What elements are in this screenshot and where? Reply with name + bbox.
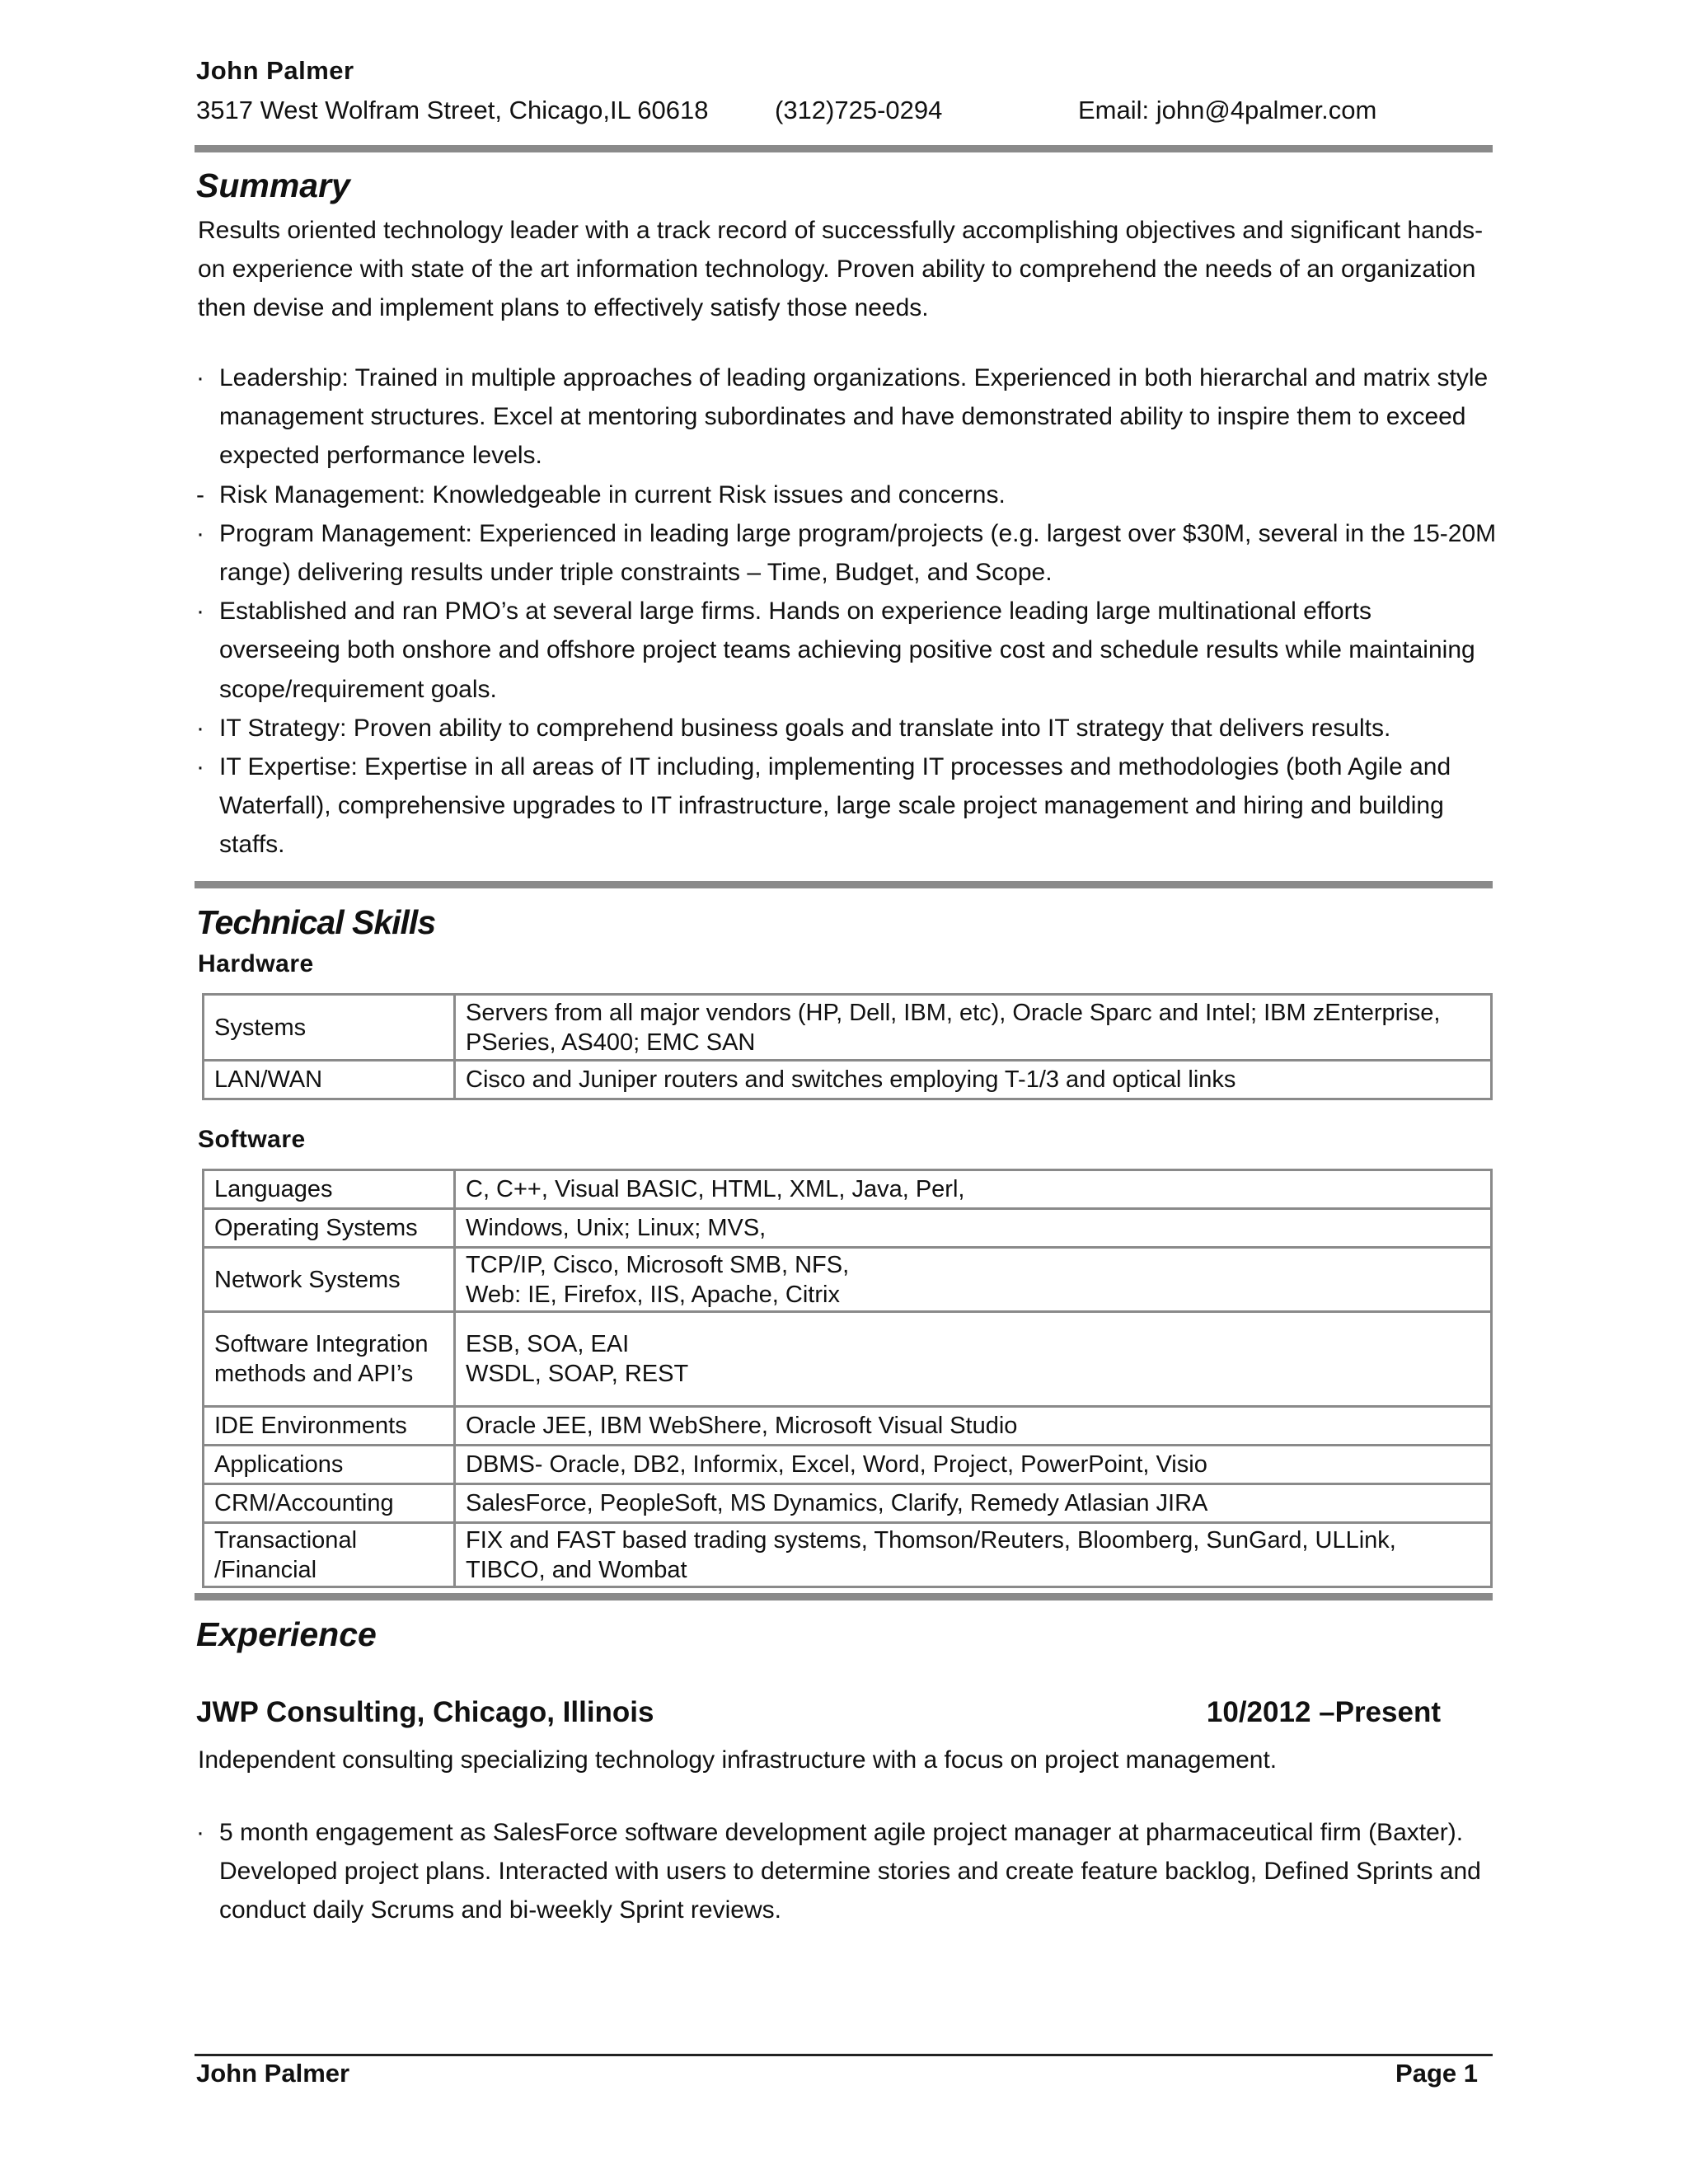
header-address: 3517 West Wolfram Street, Chicago,IL 60618 <box>196 96 709 124</box>
table-row <box>204 1407 1492 1446</box>
experience-title: Experience <box>196 1615 377 1653</box>
table-row <box>204 1248 1492 1312</box>
skill-value: DBMS- Oracle, DB2, Informix, Excel, Word, Project, PowerPoint, Visio <box>455 1446 1492 1484</box>
skill-category: Network Systems <box>204 1248 455 1312</box>
bullet-mark: · <box>196 598 204 626</box>
skill-category: CRM/Accounting <box>204 1484 455 1523</box>
table-row <box>204 1446 1492 1484</box>
table-row <box>204 1170 1492 1209</box>
skill-value: TCP/IP, Cisco, Microsoft SMB, NFS, Web: IE, Firefox, IIS, Apache, Citrix <box>455 1248 1492 1312</box>
technical-skills-title: Technical Skills <box>196 903 436 941</box>
skill-category: Software Integration methods and API’s <box>204 1312 455 1407</box>
summary-bullet <box>196 592 1498 709</box>
bullet-text: Risk Management: Knowledgeable in current Risk issues and concerns. <box>219 480 1006 509</box>
header-email: Email: john@4palmer.com <box>1078 96 1377 124</box>
bullet-text: 5 month engagement as SalesForce software development agile project manager at pharmaceutical firm (Baxter). Developed project plans. Interacted with users to determine stories and create feature backlog, Defined Sprints and conduct daily Scrums and bi-weekly Sprint reviews. <box>219 1819 1481 1924</box>
skill-value: C, C++, Visual BASIC, HTML, XML, Java, Perl, <box>455 1170 1492 1209</box>
skill-category: Transactional /Financial <box>204 1523 455 1587</box>
summary-bullet <box>196 359 1498 476</box>
bullet-mark: · <box>196 1819 204 1846</box>
software-table <box>202 1169 1493 1588</box>
job-bullet <box>196 1813 1498 1930</box>
skill-value: Windows, Unix; Linux; MVS, <box>455 1209 1492 1248</box>
footer-name: John Palmer <box>196 2059 350 2088</box>
skill-value: Servers from all major vendors (HP, Dell, IBM, etc), Oracle Sparc and Intel; IBM zEnterprise, PSeries, AS400; EMC SAN <box>455 995 1492 1061</box>
job-bullets <box>196 1813 1498 1930</box>
summary-bullet <box>196 709 1498 748</box>
job-description: Independent consulting specializing technology infrastructure with a focus on project management. <box>198 1746 1278 1774</box>
hardware-table <box>202 993 1493 1100</box>
summary-divider <box>195 881 1493 888</box>
header-phone: (312)725-0294 <box>775 96 943 124</box>
summary-bullet <box>196 514 1498 592</box>
summary-bullet <box>196 748 1498 865</box>
table-row <box>204 1312 1492 1407</box>
skill-category: Applications <box>204 1446 455 1484</box>
summary-bullets <box>196 359 1498 865</box>
software-heading: Software <box>198 1126 306 1153</box>
job-company: JWP Consulting, Chicago, Illinois <box>196 1696 654 1728</box>
skill-category: Languages <box>204 1170 455 1209</box>
table-row <box>204 1061 1492 1099</box>
skills-divider <box>195 1593 1493 1601</box>
skill-category: IDE Environments <box>204 1407 455 1446</box>
table-row <box>204 995 1492 1061</box>
skill-value: ESB, SOA, EAI WSDL, SOAP, REST <box>455 1312 1492 1407</box>
bullet-mark: · <box>196 519 204 547</box>
hardware-heading: Hardware <box>198 950 314 977</box>
bullet-text: Program Management: Experienced in leading large program/projects (e.g. largest over $30M, several in the 15-20M range) delivering results under triple constraints – Time, Budget, and Scope. <box>219 519 1497 587</box>
footer-divider <box>195 2054 1493 2056</box>
job-heading <box>196 1696 1441 1729</box>
skill-value: FIX and FAST based trading systems, Thomson/Reuters, Bloomberg, SunGard, ULLink, TIBCO, and Wombat <box>455 1523 1492 1587</box>
bullet-text: IT Expertise: Expertise in all areas of IT including, implementing IT processes and methodologies (both Agile and Waterfall), comprehensive upgrades to IT infrastructure, large scale project management and hiring and building staffs. <box>219 753 1451 859</box>
skill-value: Cisco and Juniper routers and switches employing T-1/3 and optical links <box>455 1061 1492 1099</box>
bullet-text: IT Strategy: Proven ability to comprehend business goals and translate into IT strategy that delivers results. <box>219 714 1391 742</box>
bullet-mark: · <box>196 714 204 742</box>
skill-category: LAN/WAN <box>204 1061 455 1099</box>
bullet-mark: · <box>196 753 204 781</box>
summary-paragraph: Results oriented technology leader with a track record of successfully accomplishing objectives and significant hands-on experience with state of the art information technology. Proven ability to comprehend the needs of an organization then devise and implement plans to effectively satisfy those needs. <box>198 217 1484 321</box>
skill-category: Operating Systems <box>204 1209 455 1248</box>
summary-bullet <box>196 476 1498 514</box>
job-dates: 10/2012 –Present <box>1206 1696 1441 1728</box>
bullet-text: Leadership: Trained in multiple approaches of leading organizations. Experienced in both hierarchal and matrix style management structures. Excel at mentoring subordinates and have demonstrated ability to inspire them to exceed expected performance levels. <box>219 364 1489 470</box>
summary-title: Summary <box>196 166 350 204</box>
header-divider <box>195 145 1493 152</box>
header-name: John Palmer <box>196 56 354 85</box>
table-row <box>204 1209 1492 1248</box>
bullet-mark: - <box>196 480 204 509</box>
table-row <box>204 1523 1492 1587</box>
bullet-mark: · <box>196 364 204 391</box>
skill-value: SalesForce, PeopleSoft, MS Dynamics, Clarify, Remedy Atlasian JIRA <box>455 1484 1492 1523</box>
footer-page-number: Page 1 <box>1395 2059 1478 2088</box>
bullet-text: Established and ran PMO’s at several large firms. Hands on experience leading large multinational efforts overseeing both onshore and offshore project teams achieving positive cost and schedule results while maintaining scope/requirement goals. <box>219 598 1475 703</box>
skill-value: Oracle JEE, IBM WebShere, Microsoft Visual Studio <box>455 1407 1492 1446</box>
skill-category: Systems <box>204 995 455 1061</box>
table-row <box>204 1484 1492 1523</box>
